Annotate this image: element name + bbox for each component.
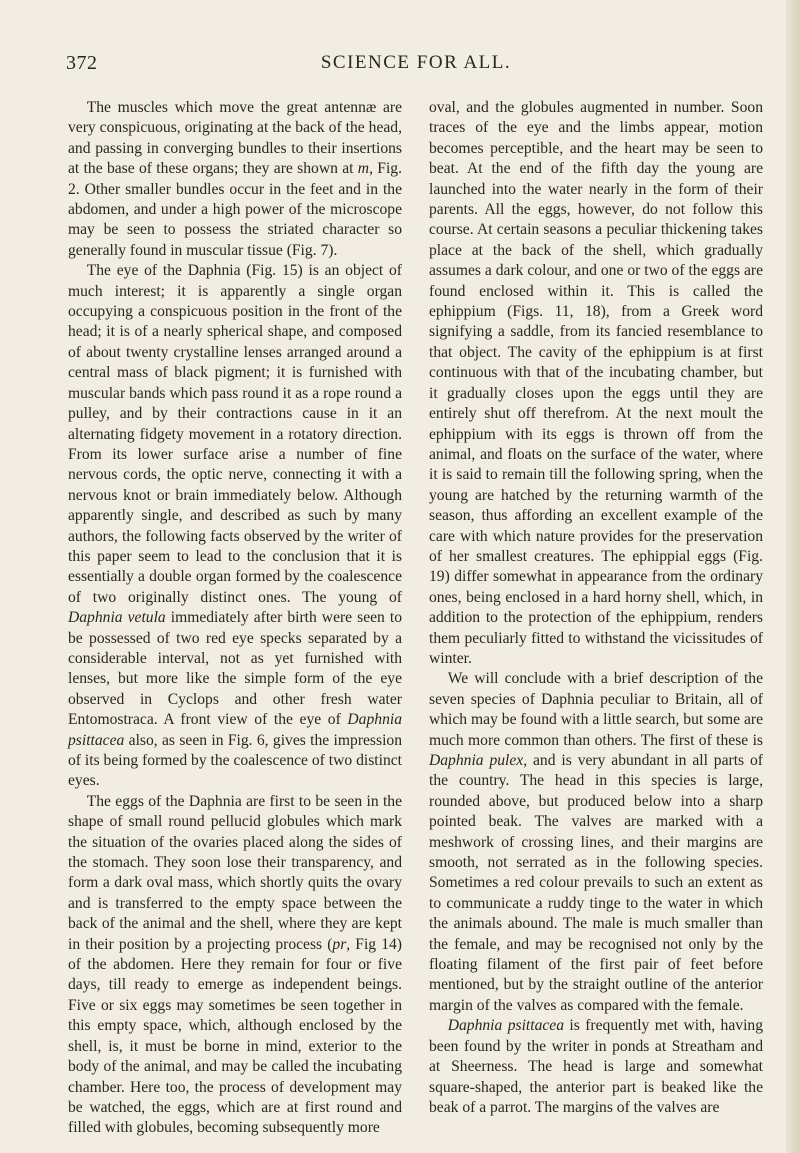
paragraph-species: We will conclude with a brief description of the seven species of Daphnia peculiar to Britain, all of which may be found with a little search, but some are much more common than others. The first of these is Daphnia pulex, and is very abundant in all parts of the country. The head in this species is large, rounded above, but produced below into a sharp pointed beak. The valves are marked with a meshwork of crossing lines, and their margins are smooth, not serrated as in the following species. Sometimes a red colour prevails to such an extent as to communicate a ruddy tinge to the water in which the animals abound. The male is much smaller than the female, and may be recognised not only by the floating filament of the first pair of feet before mentioned, but by the straight outline of the anterior margin of the valves as compared with the female. <box>429 670 763 1014</box>
paragraph-eye: The eye of the Daphnia (Fig. 15) is an object of much interest; it is apparently a single organ occupying a conspicuous position in the front of the head; it is of a nearly spherical shape, and composed of about twenty crystalline lenses arranged around a central mass of black pigment; it is furnished with muscular bands which pass round it as a rope round a pulley, and by their contractions cause in it an alternating fidgety movement in a rotatory direction. From its lower surface arise a number of fine nervous cords, the optic nerve, connecting it with a nervous knot or brain immediately below. Although apparently single, and described as such by many authors, the following facts observed by the writer of this paper seem to lead to the conclusion that it is essentially a double organ formed by the coalescence of two originally distinct ones. The young of Daphnia vetula immediately after birth were seen to be possessed of two red eye specks separated by a considerable interval, not as yet furnished with lenses, but more like the simple form of the eye observed in Cyclops and other fresh water Entomostraca. A front view of the eye of Daphnia psittacea also, as seen in Fig. 6, gives the impression of its being formed by the coalescence of two distinct eyes. <box>68 262 403 790</box>
running-head: SCIENCE FOR ALL. <box>320 52 512 73</box>
paragraph-eggs: The eggs of the Daphnia are first to be seen in the shape of small round pellucid globules which mark the situation of the ovaries placed along the sides of the stomach. They soon lose their transparency, and form a dark oval mass, which shortly quits the ovary and is transferred to the empty space between the back of the animal and the shell, where they are kept in their position by a projecting process (pr, Fig 14) of the abdomen. Here they remain for four or five days, till ready to emerge as independent beings. Five or six eggs may sometimes be seen together in this empty space, which, although enclosed by the shell, is, it must be borne in mind, exterior to the body of the animal, and may be called the incubating chamber. Here too, the process of development may be watched, the eggs, which are at first round and filled with globules, becoming subsequently more <box>68 792 402 1137</box>
page-number: 372 <box>66 52 98 74</box>
paragraph-muscles: The muscles which move the great antennæ are very conspicuous, originating at the back of the head, and passing in converging bundles to their insertions at the base of these organs; they are shown at m, Fig. 2. Other smaller bundles occur in the feet and in the abdomen, and under a high power of the microscope may be seen to possess the striated character so generally found in muscular tissue (Fig. 7). <box>68 99 402 259</box>
page-edge-shadow <box>786 0 800 1153</box>
page-header <box>66 52 766 80</box>
paragraph-psittacea: Daphnia psittacea is frequently met with, having been found by the writer in ponds at Streatham and at Sheerness. The head is large and somewhat square-shaped, the anterior part is beaked like the beak of a parrot. The margins of the valves are <box>429 1017 764 1116</box>
paragraph-eggs-continued: oval, and the globules augmented in number. Soon traces of the eye and the limbs appear, motion becomes perceptible, and the heart may be seen to beat. At the end of the fifth day the young are launched into the water nearly in the form of their parents. All the eggs, however, do not follow this course. At certain seasons a peculiar thickening takes place at the back of the shell, which gradually assumes a dark colour, and one or two of the eggs are found enclosed within it. This is called the ephippium (Figs. 11, 18), from a Greek word signifying a saddle, from its fancied resemblance to that object. The cavity of the ephippium is at first continuous with that of the incubating chamber, but it gradually closes upon the eggs until they are entirely shut off therefrom. At the next moult the ephippium with its eggs is thrown off from the animal, and floats on the surface of the water, where it is said to remain till the following spring, when the young are hatched by the returning warmth of the season, thus affording an excellent example of the care with which nature provides for the preservation of her smallest creatures. The ephippial eggs (Fig. 19) differ somewhat in appearance from the ordinary ones, being enclosed in a hard horny shell, which, in addition to the protection of the ephippium, renders them peculiarly fitted to withstand the vicissitudes of winter. <box>429 99 763 667</box>
left-column <box>68 98 402 1139</box>
right-column <box>429 98 763 1118</box>
